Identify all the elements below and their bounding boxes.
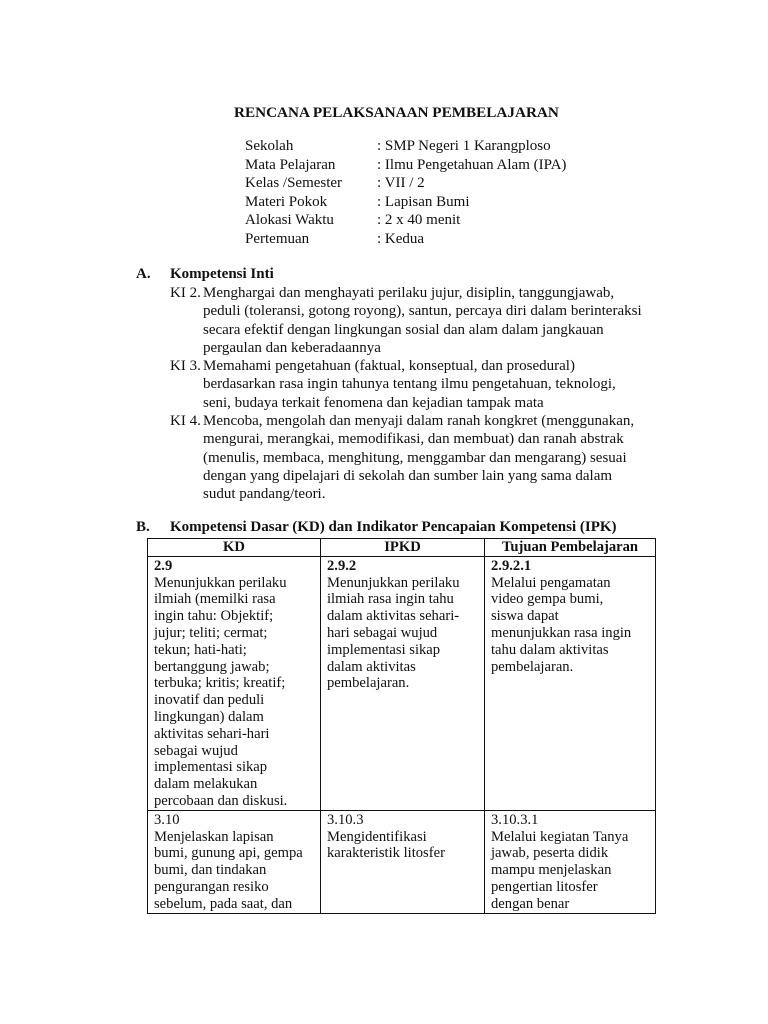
ki-number: KI 3. bbox=[170, 358, 201, 375]
section-heading bbox=[136, 265, 676, 284]
text-line: pengertian litosfer bbox=[491, 878, 598, 895]
text-line: ilmiah (memilki rasa bbox=[154, 591, 276, 608]
section-letter: A. bbox=[136, 266, 151, 282]
identity-label: Kelas /Semester bbox=[245, 175, 343, 191]
ipkd-text bbox=[327, 575, 478, 693]
cell-ipkd bbox=[321, 556, 485, 810]
identity-label: Sekolah bbox=[245, 138, 294, 154]
ki-item-4 bbox=[170, 412, 676, 503]
ipkd-code: 3.10.3 bbox=[327, 811, 364, 828]
text-line: siswa dapat bbox=[491, 608, 559, 625]
ki-line: berdasarkan rasa ingin tahunya tentang ilmu pengetahuan, teknologi, bbox=[203, 376, 616, 393]
ki-item-3 bbox=[170, 357, 676, 412]
text-line: dengan benar bbox=[491, 895, 570, 912]
section-kompetensi-inti bbox=[136, 265, 676, 504]
cell-kd bbox=[148, 810, 321, 913]
text-line: Melalui kegiatan Tanya bbox=[491, 828, 629, 845]
ki-item-2 bbox=[170, 284, 676, 357]
text-line: inovatif dan peduli bbox=[154, 692, 265, 709]
ki-line: mengurai, merangkai, memodifikasi, dan membuat) dan ranah abstrak bbox=[203, 431, 624, 448]
ipkd-text bbox=[327, 829, 478, 863]
cell-tujuan bbox=[485, 556, 656, 810]
identity-row-pertemuan bbox=[245, 230, 566, 249]
text-line: sebagai wujud bbox=[154, 742, 238, 759]
text-line: bumi, dan tindakan bbox=[154, 862, 267, 879]
text-line: Melalui pengamatan bbox=[491, 574, 611, 591]
identity-block bbox=[245, 137, 566, 248]
ki-line: (menulis, membaca, menghitung, menggambar dan mengarang) sesuai bbox=[203, 449, 627, 466]
identity-row-mata-pelajaran bbox=[245, 156, 566, 175]
table-row bbox=[148, 810, 656, 913]
ki-line: peduli (toleransi, gotong royong), santun, percaya diri dalam berinteraksi bbox=[203, 303, 642, 320]
section-title: Kompetensi Dasar (KD) dan Indikator Pencapaian Kompetensi (IPK) bbox=[170, 519, 617, 535]
section-title: Kompetensi Inti bbox=[170, 266, 274, 282]
text-line: implementasi sikap bbox=[327, 641, 441, 658]
text-line: ingin tahu: Objektif; bbox=[154, 608, 274, 625]
text-line: hari sebagai wujud bbox=[327, 624, 438, 641]
text-line: jujur; teliti; cermat; bbox=[154, 624, 268, 641]
section-letter: B. bbox=[136, 519, 150, 535]
text-line: tahu dalam aktivitas bbox=[491, 641, 609, 658]
tujuan-text bbox=[491, 829, 649, 913]
ki-number: KI 2. bbox=[170, 285, 201, 301]
text-line: bumi, gunung api, gempa bbox=[154, 845, 303, 862]
identity-value: : Kedua bbox=[377, 230, 425, 247]
column-header-ipkd: IPKD bbox=[321, 539, 485, 557]
tujuan-code: 2.9.2.1 bbox=[491, 557, 532, 574]
column-header-kd: KD bbox=[148, 539, 321, 557]
identity-value: : VII / 2 bbox=[377, 175, 425, 191]
text-line: mampu menjelaskan bbox=[491, 862, 612, 879]
text-line: video gempa bumi, bbox=[491, 591, 604, 608]
kd-ipk-table bbox=[147, 538, 656, 914]
kd-text bbox=[154, 575, 314, 810]
identity-value: : Ilmu Pengetahuan Alam (IPA) bbox=[377, 156, 567, 173]
tujuan-code: 3.10.3.1 bbox=[491, 811, 539, 828]
identity-row-alokasi-waktu bbox=[245, 211, 566, 230]
tujuan-text bbox=[491, 575, 649, 676]
identity-label: Materi Pokok bbox=[245, 193, 328, 210]
text-line: Menunjukkan perilaku bbox=[154, 574, 287, 591]
ki-line: Menghargai dan menghayati perilaku jujur, disiplin, tanggungjawab, bbox=[203, 285, 615, 301]
ipkd-code: 2.9.2 bbox=[327, 557, 357, 574]
identity-label: Pertemuan bbox=[245, 230, 310, 247]
kd-text bbox=[154, 829, 314, 913]
ki-line: sudut pandang/teori. bbox=[203, 486, 326, 503]
identity-value: : 2 x 40 menit bbox=[377, 212, 461, 228]
section-kompetensi-dasar-heading bbox=[136, 518, 617, 537]
column-header-tujuan: Tujuan Pembelajaran bbox=[485, 539, 656, 557]
identity-row-sekolah bbox=[245, 137, 566, 156]
text-line: Menjelaskan lapisan bbox=[154, 828, 274, 845]
text-line: Mengidentifikasi bbox=[327, 828, 427, 845]
ki-line: Memahami pengetahuan (faktual, konseptual, dan prosedural) bbox=[203, 358, 575, 375]
ki-line: secara efektif dengan lingkungan sosial dan alam dalam jangkauan bbox=[203, 321, 604, 338]
text-line: dalam aktivitas bbox=[327, 658, 416, 675]
kd-code: 3.10 bbox=[154, 811, 180, 828]
table-row bbox=[148, 556, 656, 810]
ki-list bbox=[136, 284, 676, 504]
identity-value: : Lapisan Bumi bbox=[377, 193, 470, 210]
text-line: bertanggung jawab; bbox=[154, 658, 270, 675]
identity-label: Mata Pelajaran bbox=[245, 156, 336, 173]
text-line: jawab, peserta didik bbox=[491, 845, 609, 862]
identity-label: Alokasi Waktu bbox=[245, 212, 334, 228]
text-line: sebelum, pada saat, dan bbox=[154, 895, 293, 912]
text-line: lingkungan) dalam bbox=[154, 708, 264, 725]
cell-tujuan bbox=[485, 810, 656, 913]
table-header-row bbox=[148, 539, 656, 557]
text-line: Menunjukkan perilaku bbox=[327, 574, 460, 591]
identity-value: : SMP Negeri 1 Karangploso bbox=[377, 138, 551, 154]
text-line: pembelajaran. bbox=[491, 658, 574, 675]
ki-line: Mencoba, mengolah dan menyaji dalam ranah kongkret (menggunakan, bbox=[203, 413, 635, 430]
identity-row-kelas-semester bbox=[245, 174, 566, 193]
ki-line: dengan yang dipelajari di sekolah dan sumber lain yang sama dalam bbox=[203, 467, 613, 484]
text-line: pembelajaran. bbox=[327, 675, 410, 692]
text-line: ilmiah rasa ingin tahu bbox=[327, 591, 454, 608]
text-line: menunjukkan rasa ingin bbox=[491, 624, 632, 641]
text-line: tekun; hati-hati; bbox=[154, 641, 247, 658]
text-line: pengurangan resiko bbox=[154, 878, 269, 895]
document-title: RENCANA PELAKSANAAN PEMBELAJARAN bbox=[234, 104, 559, 121]
kd-code: 2.9 bbox=[154, 557, 173, 574]
identity-row-materi-pokok bbox=[245, 193, 566, 212]
text-line: percobaan dan diskusi. bbox=[154, 792, 288, 809]
text-line: aktivitas sehari-hari bbox=[154, 725, 270, 742]
text-line: implementasi sikap bbox=[154, 759, 268, 776]
cell-ipkd bbox=[321, 810, 485, 913]
text-line: terbuka; kritis; kreatif; bbox=[154, 675, 286, 692]
text-line: karakteristik litosfer bbox=[327, 845, 445, 862]
ki-line: pergaulan dan keberadaannya bbox=[203, 339, 381, 356]
ki-number: KI 4. bbox=[170, 413, 201, 430]
text-line: dalam melakukan bbox=[154, 776, 258, 793]
text-line: dalam aktivitas sehari- bbox=[327, 608, 460, 625]
cell-kd bbox=[148, 556, 321, 810]
ki-line: seni, budaya terkait fenomena dan kejadian tampak mata bbox=[203, 394, 544, 411]
